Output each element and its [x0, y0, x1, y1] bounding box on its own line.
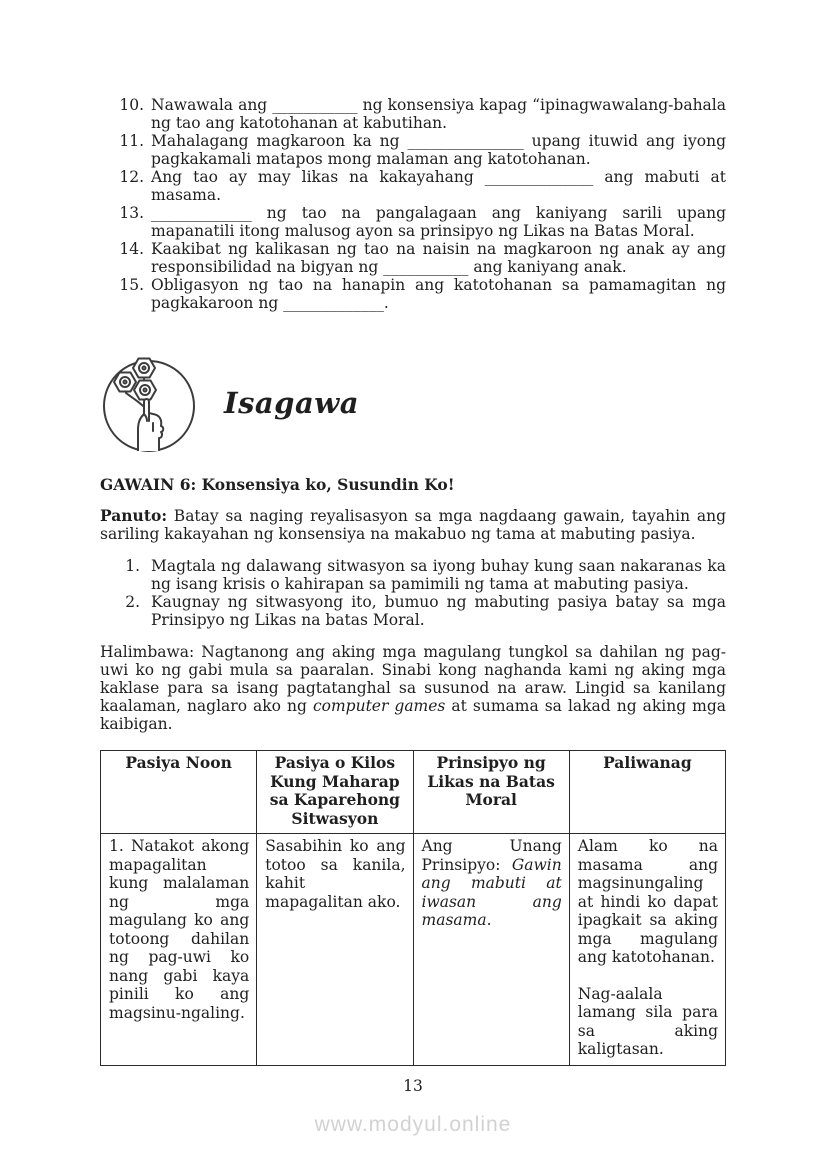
quiz-item-15: [116, 276, 726, 312]
item-number: 11.: [119, 132, 144, 150]
prinsipyo-italic-text: Gawin ang mabuti at iwasan ang masama.: [421, 855, 562, 929]
table-header-row: [101, 751, 726, 834]
step-number: 2.: [125, 593, 140, 611]
flower-3: [134, 381, 156, 400]
gawain-heading: GAWAIN 6: Konsensiya ko, Susundin Ko!: [100, 475, 455, 494]
quiz-item-10: [116, 96, 726, 132]
step-2: [125, 593, 726, 629]
item-text: Nawawala ang ___________ ng konsensiya kapag “ipinagwawalang-bahala ng tao ang katotohanan at kabutihan.: [151, 96, 726, 132]
item-text: Kaakibat ng kalikasan ng tao na naisin na magkaroon ng anak ay ang responsibilidad na bigyan ng ___________ ang kaniyang anak.: [151, 240, 726, 276]
quiz-item-13: [116, 204, 726, 240]
col-header-pasiya-noon: Pasiya Noon: [101, 751, 257, 834]
prinsipyo-text: Ang Unang Prinsipyo:: [421, 837, 562, 874]
halimbawa-paragraph: [100, 643, 726, 733]
flower-2: [114, 373, 136, 392]
cell-paliwanag: [569, 834, 725, 1066]
item-text: Mahalagang magkaroon ka ng _______________ upang ituwid ang iyong pagkakamali matapos mong malaman ang katotohanan.: [151, 132, 726, 168]
item-number: 10.: [119, 96, 144, 114]
cell-prinsipyo: [413, 834, 569, 1066]
item-text: Ang tao ay may likas na kakayahang ______________ ang mabuti at masama.: [151, 168, 726, 204]
flower-1: [133, 359, 155, 378]
cell-pasiya-o-kilos: Sasabihin ko ang totoo sa kanila, kahit mapagalitan ako.: [257, 834, 413, 1066]
cell-pasiya-noon: 1. Natakot akong mapagalitan kung malalaman ng mga magulang ko ang totoong dahilan ng pag-uwi ko nang gabi kaya pinili ko ang magsinu-ngaling.: [101, 834, 257, 1066]
halimbawa-italic-phrase: computer games: [312, 697, 446, 715]
step-number: 1.: [125, 557, 140, 575]
table-row: [101, 834, 726, 1066]
fill-in-the-blank-list: [100, 96, 726, 312]
instruction-steps: [100, 557, 726, 629]
col-header-paliwanag: Paliwanag: [569, 751, 725, 834]
item-number: 15.: [119, 276, 144, 294]
paliwanag-paragraph-1: Alam ko na masama ang magsinungaling at hindi ko dapat ipagkait sa aking mga magulang ang katotohanan.: [577, 837, 718, 966]
quiz-item-11: [116, 132, 726, 168]
page-number: 13: [403, 1077, 423, 1095]
halimbawa-text-post: at sumama sa lakad ng aking mga kaibigan.: [100, 697, 727, 733]
panuto-label: Panuto:: [100, 506, 168, 525]
section-title: Isagawa: [224, 386, 360, 420]
quiz-item-12: [116, 168, 726, 204]
paliwanag-paragraph-2: Nag-aalala lamang sila para sa aking kaligtasan.: [577, 984, 718, 1058]
step-1: [125, 557, 726, 593]
item-number: 12.: [119, 168, 144, 186]
pasiya-table: [100, 750, 726, 1066]
item-number: 14.: [119, 240, 144, 258]
item-text: Obligasyon ng tao na hanapin ang katotohanan sa pamamagitan ng pagkakaroon ng _____________.: [151, 276, 726, 312]
quiz-item-14: [116, 240, 726, 276]
isagawa-section-header: [100, 352, 726, 454]
item-number: 13.: [119, 204, 144, 222]
col-header-prinsipyo: Prinsipyo ng Likas na Batas Moral: [413, 751, 569, 834]
step-text: Magtala ng dalawang sitwasyon sa iyong buhay kung saan nakaranas ka ng isang krisis o kahirapan sa pamimili ng tama at mabuting pasiya.: [151, 557, 726, 593]
item-text: _____________ ng tao na pangalagaan ang kaniyang sarili upang mapanatili itong malusog ayon sa prinsipyo ng Likas na Batas Moral.: [151, 204, 726, 240]
watermark: www.modyul.online: [314, 1113, 512, 1136]
panuto-paragraph: [100, 507, 726, 543]
col-header-pasiya-o-kilos: Pasiya o Kilos Kung Maharap sa Kaparehong Sitwasyon: [257, 751, 413, 834]
halimbawa-text-pre: Halimbawa: Nagtanong ang aking mga magulang tungkol sa dahilan ng pag-uwi ko ng gabi mula sa paaralan. Sinabi kong naghanda kami ng aking mga kaklase para sa isang pagtatanghal sa susunod na araw. Lingid sa kanilang kaalaman, naglaro ako ng: [100, 643, 726, 715]
panuto-text: Batay sa naging reyalisasyon sa mga nagdaang gawain, tayahin ang sariling kakayahan ng konsensiya na makabuo ng tama at mabuting pasiya.: [100, 507, 726, 543]
step-text: Kaugnay ng sitwasyong ito, bumuo ng mabuting pasiya batay sa mga Prinsipyo ng Likas na batas Moral.: [151, 593, 726, 629]
hand-holding-flowers-icon: [100, 352, 198, 454]
